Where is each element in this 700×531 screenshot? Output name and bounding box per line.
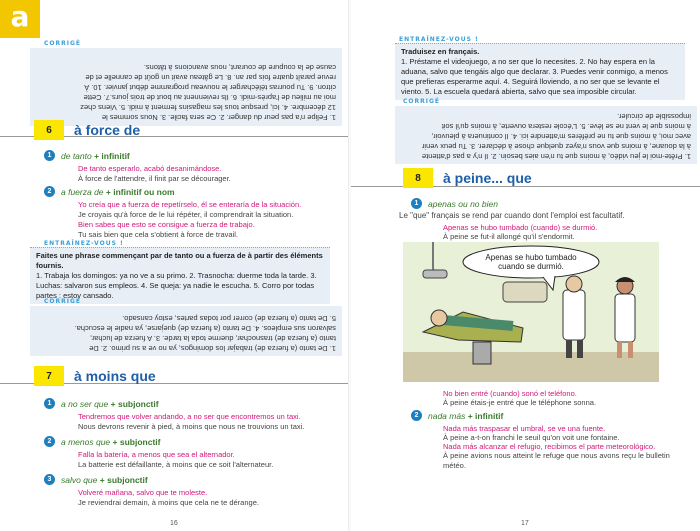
corrige-line: 1. Prête-moi le jeu vidéo, à moins que tu n'en aies besoin. 2. Il n'y a pas d'attente (421, 152, 691, 161)
section-title: à peine... que (443, 170, 532, 186)
rule-text: a no ser que (61, 398, 109, 409)
exercise-box (30, 247, 330, 304)
nurse-leg (628, 342, 633, 358)
rule-number-badge: 2 (44, 186, 55, 197)
corrige-line: 5. De tanto (a fuerza de) correr por todas partes, estoy cansado. (122, 314, 336, 323)
exercise-label: ENTRAÎNEZ-VOUS ! (44, 240, 124, 247)
rule-plus: + infinitif ou nom (105, 186, 175, 197)
corrige-line: 1. De tanto (a fuerza de) trabajar los domingos, ya no ve a su primo. 2. De (89, 344, 336, 353)
corrige-line: 12 décembre. 4. Ici, presque tous les magasins ferment à midi. 5. Viens chez (80, 103, 336, 112)
example-french: Nous devrons revenir à pied, à moins que nous ne trouvions un taxi. (78, 422, 305, 431)
patient-body (443, 320, 513, 326)
exercise-block (395, 36, 685, 100)
rule-heading (44, 186, 175, 197)
dentist-coat (563, 290, 585, 340)
section-number: 6 (34, 120, 64, 140)
example-spanish: Bien sabes que esto se consigue a fuerza de trabajo. (78, 220, 255, 229)
example-spanish: Tendremos que volver andando, a no ser que encontremos un taxi. (78, 412, 301, 421)
example-french: À force de l'attendre, il finit par se décourager. (78, 174, 231, 183)
rule-heading (44, 474, 148, 485)
rule-plus: + infinitif (94, 150, 130, 161)
nurse-leg (617, 342, 622, 358)
corrige-label: CORRIGÉ (44, 298, 81, 305)
rule-text: salvo que (61, 474, 98, 485)
example-spanish: Yo creía que a fuerza de repetírselo, él se enteraría de la situación. (78, 200, 302, 209)
rule-plus: + subjonctif (112, 436, 161, 447)
bubble-text-line1: Apenas se hubo tumbado (485, 253, 577, 262)
corrige-label: CORRIGÉ (44, 40, 81, 47)
example-spanish: Apenas se hubo tumbado (cuando) se durmió. (443, 223, 598, 232)
letter-tab: a (0, 0, 40, 38)
example-spanish: Nada más alcanzar el refugio, recibimos el parte meteorológico. (443, 442, 656, 451)
example-french: Je reviendrai demain, à moins que cela ne te dérange. (78, 498, 259, 507)
left-page (0, 0, 349, 531)
rule-plus: + subjonctif (99, 474, 148, 485)
example-spanish: No bien entré (cuando) sonó el teléfono. (443, 389, 577, 398)
section-title: à moins que (74, 368, 156, 384)
section-7-heading (34, 366, 156, 386)
dentist-leg (577, 340, 583, 358)
rule-text: de tanto (61, 150, 92, 161)
corrige-line: cause de la coupure de courant, nous avancions à tâtons. (143, 63, 336, 72)
corrige-line: moi au milieu de l'après-midi. 6. Ils reviennent au bout de trois jours.7. Cette (83, 93, 336, 102)
corrige-line: impossible de circuler. (617, 112, 691, 121)
example-french: Je croyais qu'à force de le lui répéter, il comprendrait la situation. (78, 210, 294, 219)
bubble-text-line2: cuando se durmió. (498, 262, 564, 271)
corrige-line: à la douane, à moins que vous n'ayez quelque chose à déclarer. 3. Tu peux venir (421, 142, 691, 151)
page-number: 16 (170, 520, 178, 527)
example-spanish: De tanto esperarlo, acabó desanimándose. (78, 164, 222, 173)
rule-heading (44, 150, 130, 161)
corrige-line: à moins que le vent ne se lève. 5. L'école restera ouverte, à moins qu'il soit (441, 122, 691, 131)
rule-text: a menos que (61, 436, 111, 447)
corrige-upside-down (30, 48, 342, 126)
patient-head (431, 310, 447, 326)
rule-text: apenas ou no bien (428, 198, 498, 209)
rule-heading (44, 436, 160, 447)
corrige-line: 1. Felipe n'a pas peur du danger. 2. Ce sera facile. 3. Nous sommes le (101, 113, 336, 122)
nurse-coat (615, 294, 635, 342)
corrige-line: revue paraît quatre fois par an. 8. Le gâteau avait un goût de cannelle et de (85, 73, 336, 82)
exercise-body: 1. Trabaja los domingos: ya no ve a su primo. 2. Trasnocha: duerme toda la tarde. 3. Luchas: salvaron sus empleos. 4. Se queja: ya nadie le escucha. 5. Corro por todas partes : estoy cansado. (36, 271, 317, 300)
section-title: à force de (74, 122, 141, 138)
dentist-head (566, 276, 582, 292)
exercise-block (30, 240, 330, 304)
section-6-heading (34, 120, 140, 140)
example-french: À peine a-t-on franchi le seuil qu'on voit une fontaine. (443, 433, 620, 442)
example-french: Tu sais bien que cela s'obtient à force de travail. (78, 230, 238, 239)
corrige-line: salvaron sus empleos. 4. De tanto (a fuerza de) quejarse, ya nadie le escucha. (74, 324, 336, 333)
corrige-line: tanto (a fuerza de) trasnochar, duerme toda la tarde. 3. A fuerza de luchar, (90, 334, 336, 343)
rule-heading (411, 410, 503, 421)
rule-number-badge: 2 (44, 436, 55, 447)
section-number: 8 (403, 168, 433, 188)
exercise-box (395, 43, 685, 100)
rule-number-badge: 3 (44, 474, 55, 485)
dentist-cartoon (403, 242, 659, 382)
rule-number-badge: 1 (411, 198, 422, 209)
corrige-line: citron. 9. Tu pourras télécharger le nouveau programme début janvier. 10. À (84, 83, 336, 92)
corrige-label: CORRIGÉ (403, 98, 440, 105)
rule-heading (411, 198, 498, 209)
corrige-upside-down (30, 306, 342, 356)
section-8-heading (403, 168, 532, 188)
corrige-upside-down (395, 106, 697, 164)
exercise-body: 1. Préstame el videojuego, a no ser que lo necesites. 2. No hay espera en la aduana, salvo que tengáis algo que declarar. 3. Puedes venir conmigo, a menos que prefieras esperarme aquí. 4. Seguirá lloviendo, a no ser que se levante el viento. 5. La escuela quedará abierta, salvo que sea imposible circular. (401, 57, 668, 96)
rule-plus: + infinitif (467, 410, 504, 421)
section-number: 7 (34, 366, 64, 386)
rule-text: a fuerza de (61, 186, 104, 197)
rule-text: nada más (428, 410, 466, 421)
right-page (351, 0, 700, 531)
page-number: 17 (521, 520, 529, 527)
rule-plus: + subjonctif (110, 398, 159, 409)
example-french: À peine étais-je entré que le téléphone sonna. (443, 398, 597, 407)
rule-heading (44, 398, 159, 409)
example-french: À peine avions nous atteint le refuge que nous avons reçu le bulletin météo. (443, 451, 670, 470)
example-spanish: Volveré mañana, salvo que te moleste. (78, 488, 208, 497)
corrige-line: avec moi, à moins que tu ne préfères m'attendre ici. 4. Il continuera à pleuvoir, (431, 132, 691, 141)
rule-number-badge: 1 (44, 398, 55, 409)
exercise-title: Faites une phrase commençant par de tanto ou a fuerza de à partir des éléments fournis. (36, 251, 323, 270)
example-french: À peine se fut-il allongé qu'il s'endormit. (443, 232, 575, 241)
example-spanish: Nada más traspasar el umbral, se ve una fuente. (443, 424, 606, 433)
exercise-title: Traduisez en français. (401, 47, 480, 56)
example-french: La batterie est défaillante, à moins que ce soit l'alternateur. (78, 460, 274, 469)
dental-tray (503, 282, 547, 302)
lamp-head (423, 270, 447, 278)
chair-base (473, 342, 491, 364)
exercise-label: ENTRAÎNEZ-VOUS ! (399, 36, 479, 43)
explanation-text: Le "que" français se rend par cuando dont l'emploi est facultatif. (399, 211, 625, 220)
dentist-leg (566, 340, 572, 358)
rule-number-badge: 1 (44, 150, 55, 161)
example-spanish: Falla la batería, a menos que sea el alternador. (78, 450, 235, 459)
rule-number-badge: 2 (411, 410, 422, 421)
